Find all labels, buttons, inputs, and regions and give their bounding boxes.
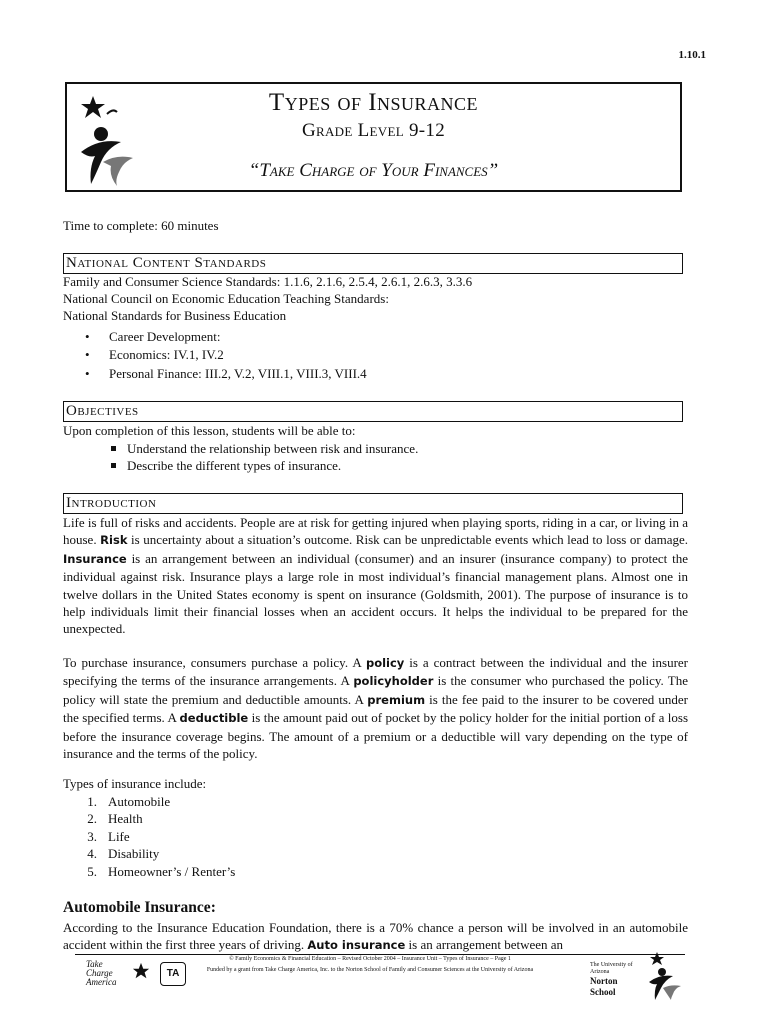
objectives-intro: Upon completion of this lesson, students will be able to: — [63, 423, 356, 438]
star-figure-small-icon — [645, 950, 685, 1000]
standards-line: Family and Consumer Science Standards: 1.1.6, 2.1.6, 2.5.4, 2.6.1, 2.6.3, 3.3.6 — [63, 274, 473, 289]
slogan: “Take Charge of Your Finances” — [248, 160, 499, 181]
list-item: • Personal Finance: III.2, V.2, VIII.1, VIII.3, VIII.4 — [63, 365, 693, 382]
defined-term: Insurance — [63, 551, 127, 566]
paragraph-text: is a contract between the individual and the insurer specifying the terms of the insurance arrangements. A — [63, 655, 688, 689]
page-code: 1.10.1 — [678, 49, 706, 61]
page-title: Types of Insurance — [268, 89, 479, 116]
list-item: 2. Health — [87, 811, 143, 827]
title-box — [65, 82, 682, 192]
list-item: • Economics: IV.1, IV.2 — [63, 346, 693, 363]
list-item: 4. Disability — [87, 846, 160, 862]
star-icon — [132, 962, 150, 980]
footer-funding: Funded by a grant from Take Charge America, Inc. to the Norton School of Family and Consumer Sciences at the University of Arizona — [206, 967, 534, 973]
introduction-heading: Introduction — [63, 493, 683, 514]
list-item: 1. Automobile — [87, 794, 171, 809]
ta-logo: TA — [160, 962, 186, 986]
paragraph-text: Life is full of risks and accidents. People are at risk for getting injured when playing sports, riding in a car, or living in a house. — [63, 515, 688, 548]
defined-term: premium — [367, 692, 426, 707]
defined-term: Auto insurance — [307, 938, 406, 953]
grade-level: Grade Level 9-12 — [301, 120, 446, 141]
paragraph-text: is the consumer who purchased the policy. The policy will state the premium and deductible amounts. A — [63, 673, 688, 707]
paragraph-text: According to the Insurance Education Foundation, there is a 70% chance a person will be involved in an automobile accident within the first three years of driving. — [63, 920, 688, 953]
paragraph-text: is the fee paid to the insurer to be covered under the specified terms. A — [63, 691, 688, 726]
university-arizona-logo: The University of Arizona Norton School — [590, 962, 633, 997]
defined-term: deductible — [179, 711, 249, 726]
intro-paragraph-1 — [63, 514, 688, 638]
standards-bullet-list — [63, 328, 693, 382]
paragraph-text: is an arrangement between an individual (consumer) and an insurer (insurance company) to protect the individual against risk. Insurance plays a large role in most individual’s financial management plans. Almost one in twelve dollars in the United States economy is spent on insurance (Goldsmith, 2001). The purpose of insurance is to help individuals limit their financial losses when an accident occurs. It helps the individual to be prepared for the unexpected. — [63, 550, 688, 637]
defined-term: policy — [365, 656, 405, 670]
take-charge-america-logo — [86, 960, 152, 994]
automobile-heading: Automobile Insurance: — [63, 899, 216, 916]
list-item: Understand the relationship between risk and insurance. — [63, 440, 693, 457]
list-item: 5. Homeowner’s / Renter’s — [87, 863, 236, 879]
objectives-heading: Objectives — [63, 401, 683, 422]
paragraph-text: is an arrangement between an — [405, 937, 564, 953]
time-to-complete: Time to complete: 60 minutes — [63, 218, 219, 233]
footer-copyright: © Family Economics & Financial Education – Revised October 2004 – Insurance Unit – Types of Insurance – Page 1 — [229, 956, 511, 962]
types-list — [63, 793, 693, 880]
objectives-list — [63, 440, 693, 475]
defined-term: policyholder — [353, 674, 434, 689]
standards-line: National Council on Economic Education Teaching Standards: — [63, 291, 389, 306]
intro-paragraph-2 — [63, 654, 688, 762]
logo-text: Take Charge America — [86, 959, 117, 987]
paragraph-text: To purchase insurance, consumers purchase a policy. A — [63, 655, 366, 670]
paragraph-text: is uncertainty about a situation’s outcome. Risk can be unpredictable events which lead to loss or damage. — [127, 532, 688, 548]
types-intro: Types of insurance include: — [63, 776, 207, 791]
defined-term: Risk — [100, 533, 128, 548]
list-item: 3. Life — [87, 828, 130, 844]
paragraph-text: is the amount paid out of pocket by the policy holder for the initial portion of a loss before the insurance coverage begins. The amount of a premium or a deductible will vary depending on the type of insurance and the terms of the policy. — [63, 710, 689, 762]
list-item: Describe the different types of insurance. — [63, 457, 693, 474]
automobile-paragraph — [63, 919, 688, 955]
standards-heading: National Content Standards — [63, 253, 683, 274]
list-item: • Career Development: — [63, 328, 693, 345]
standards-line: National Standards for Business Education — [63, 308, 287, 323]
